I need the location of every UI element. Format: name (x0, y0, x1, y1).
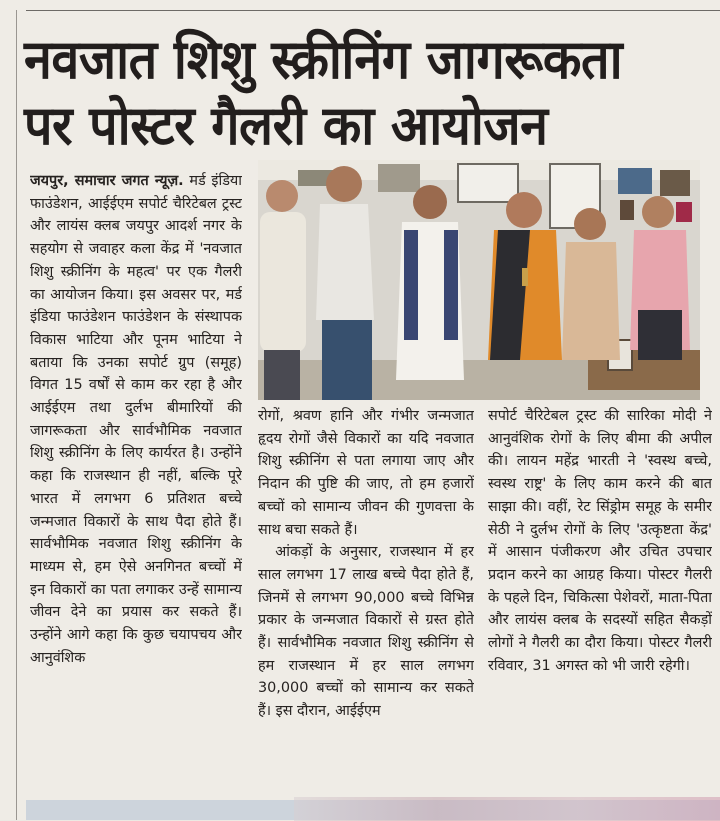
dateline: जयपुर, समाचार जगत न्यूज़. (30, 173, 184, 189)
headline-line-1: नवजात शिशु स्क्रीनिंग जागरूकता (24, 28, 623, 91)
column-3-text: सपोर्ट चैरिटेबल ट्रस्ट की सारिका मोदी ने आनुवंशिक रोगों के लिए बीमा की अपील की। लायन महेंद्र भारती ने 'स्वस्थ बच्चे, स्वस्थ राष्ट्र' के लिए काम करने की बात साझा की। वहीं, रेट सिंड्रोम समूह के समीर सेठी ने दुर्लभ रोगों के लिए 'उत्कृष्टता केंद्र' में आसान पंजीकरण और उचित उपचार प्रदान करने का आग्रह किया। पोस्टर गैलरी के पहले दिन, चिकित्सा पेशेवरों, माता-पिता और लायंस क्लब के सदस्यों सहित सैकड़ों लोगों ने गैलरी का दौरा किया। पोस्टर गैलरी रविवार, 31 अगस्त को भी जारी रहेगी। (488, 408, 712, 674)
article-column-2 (258, 405, 474, 800)
column-2-paragraph-1: रोगों, श्रवण हानि और गंभीर जन्मजात हृदय रोगों जैसे विकारों का यदि नवजात शिशु स्क्रीनिंग से पता लगाया जाए और निदान की पुष्टि की जाए, तो हम हजारों बच्चों को सामान्य जीवन की गुणवत्ता के साथ बचा सकते हैं। (258, 408, 474, 538)
group-photo-illustration (258, 160, 700, 400)
event-photo (258, 160, 700, 400)
column-2-paragraph-2: आंकड़ों के अनुसार, राजस्थान में हर साल लगभग 17 लाख बच्चे पैदा होते हैं, जिनमें से लगभग 90,000 बच्चे विभिन्न प्रकार के जन्मजात विकारों से ग्रस्त होते हैं। सार्वभौमिक नवजात शिशु स्क्रीनिंग से हम राजस्थान में हर साल लगभग 30,000 बच्चों को सामान्य कर सकते हैं। इस दौरान, आईईएम (258, 544, 474, 720)
next-headline-fragment (294, 797, 720, 821)
headline-line-2: पर पोस्टर गैलरी का आयोजन (24, 94, 548, 157)
next-article-band (26, 800, 720, 820)
left-rule (16, 10, 17, 820)
top-rule (26, 10, 720, 11)
article-column-3 (488, 405, 712, 800)
article-column-1 (30, 170, 242, 798)
column-1-text: मर्ड इंडिया फाउंडेशन, आईईएम सपोर्ट चैरिटेबल ट्रस्ट और लायंस क्लब जयपुर आदर्श नगर के सहयोग से जवाहर कला केंद्र में 'नवजात शिशु स्क्रीनिंग के महत्व' पर एक गैलरी का आयोजन किया। इस अवसर पर, मर्ड इंडिया फाउंडेशन फाउंडेशन के संस्थापक विकास भाटिया और पूनम भाटिया ने बताया कि उनका सपोर्ट ग्रुप (समूह) विगत 15 वर्षों से काम कर रहा है और आईईएम तथा दुर्लभ बीमारियों की जागरूकता और सार्वभौमिक नवजात शिशु स्क्रीनिंग के लिए कार्यरत है। उन्होंने कहा कि राजस्थान ही नहीं, बल्कि पूरे भारत में लगभग 6 प्रतिशत बच्चे जन्मजात विकारों के साथ पैदा होते हैं। सार्वभौमिक नवजात शिशु स्क्रीनिंग के माध्यम से, हम ऐसे अनगिनत बच्चों में इन विकारों का पता लगाकर उन्हें सामान्य जीवन देने का प्रयास कर सकते हैं। उन्होंने आगे कहा कि कुछ चयापचय और आनुवंशिक (30, 173, 242, 666)
